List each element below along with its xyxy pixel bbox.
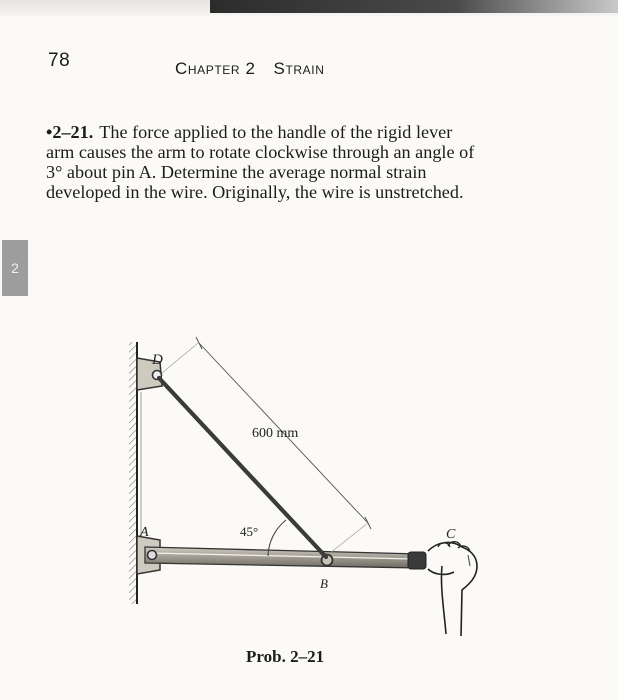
chapter-label: Chapter 2 xyxy=(175,59,256,78)
label-a: A xyxy=(140,525,149,540)
chapter-title: Strain xyxy=(273,59,325,78)
wall-hatching xyxy=(129,342,137,604)
handle-tip-c xyxy=(468,555,470,566)
dimension-tick-top xyxy=(196,337,202,349)
pin-a xyxy=(148,551,157,560)
problem-number: •2–21. xyxy=(46,122,94,142)
dimension-600mm xyxy=(162,337,371,553)
figure-caption: Prob. 2–21 xyxy=(246,647,325,666)
extension-line-bottom xyxy=(330,523,368,553)
handle-grip xyxy=(408,552,426,569)
dimension-label: 600 mm xyxy=(252,426,299,441)
wall xyxy=(129,342,137,604)
label-c: C xyxy=(446,527,456,542)
problem-text-1: The force applied to the handle of the rigid lever xyxy=(99,122,453,142)
lever-arm xyxy=(145,547,426,569)
lever-arm-body xyxy=(145,547,420,568)
page-number: 78 xyxy=(48,50,71,71)
label-b: B xyxy=(320,576,328,591)
angle-label: 45° xyxy=(240,524,259,539)
hand-illustration xyxy=(428,542,477,636)
chapter-tab-number: 2 xyxy=(11,260,19,276)
hand-outline xyxy=(428,542,477,636)
problem-line-4: developed in the wire. Originally, the wire is unstretched. xyxy=(46,182,464,202)
problem-line-3: 3° about pin A. Determine the average normal strain xyxy=(46,162,427,182)
label-d: D xyxy=(152,352,163,368)
extension-line-top xyxy=(162,343,198,373)
problem-line-2: arm causes the arm to rotate clockwise through an angle of xyxy=(46,142,475,162)
